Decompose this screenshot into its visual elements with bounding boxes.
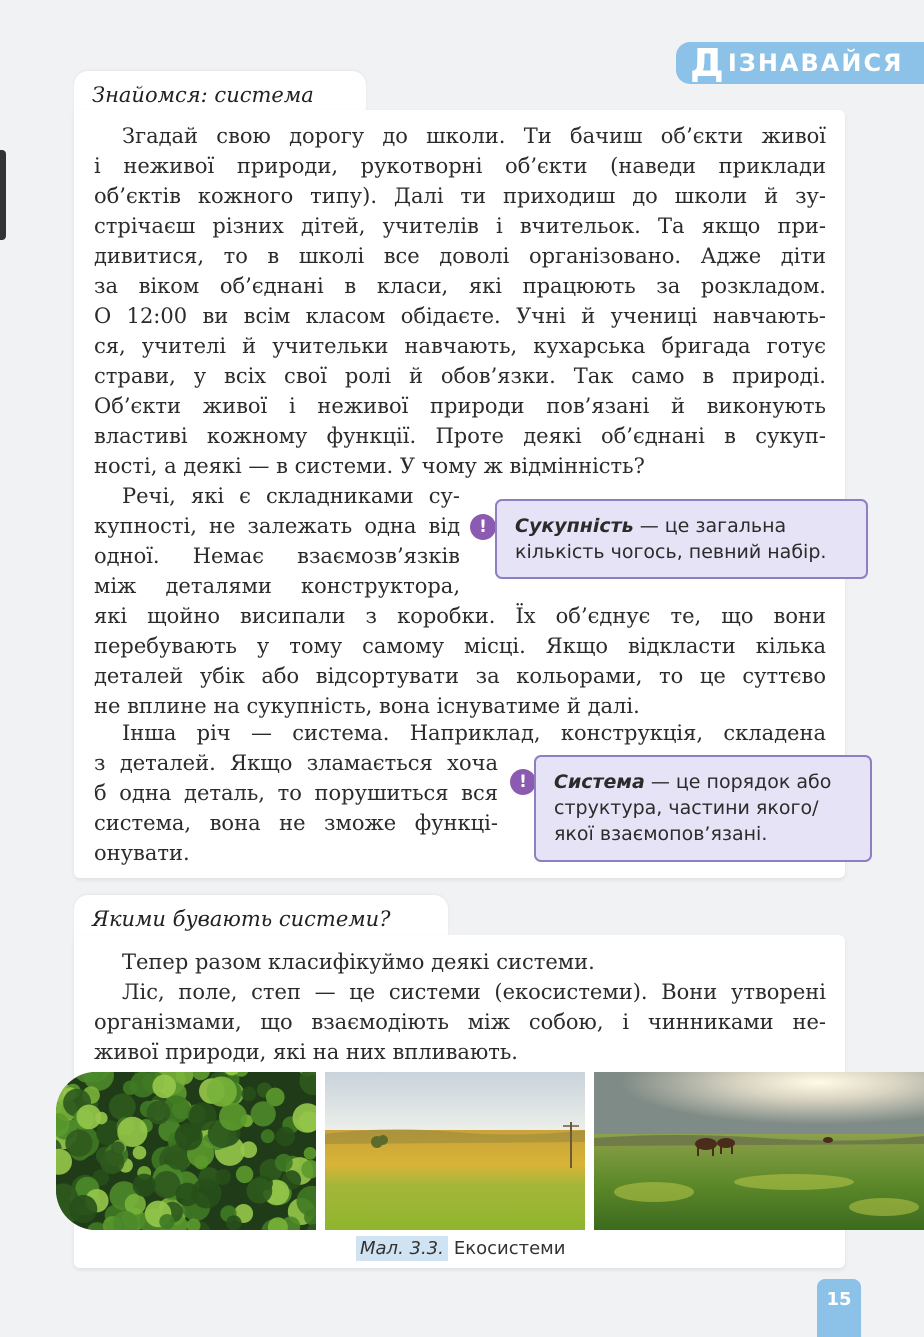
text-line: з деталей. Якщо зламається хоча — [94, 751, 498, 775]
definition-box-sukupnist — [495, 499, 868, 579]
text-line: деталей убік або відсортувати за кольорами, то це суттєво — [94, 664, 826, 688]
section-title-tab — [74, 71, 366, 113]
text-line: купності, не залежать одна від — [94, 514, 460, 538]
definition-term: Система — [554, 771, 645, 793]
text-line: Ліс, поле, степ — це системи (екосистеми). Вони утворені — [122, 980, 826, 1004]
text-line: онувати. — [94, 841, 190, 865]
text-line: стрічаєш різних дітей, учителів і вчительок. Та якщо при- — [94, 214, 826, 238]
caption-text: Екосистеми — [453, 1238, 566, 1259]
definition-text: — це порядок або структура, частини якого/якої взаємопов’язані. — [554, 771, 832, 845]
text-line: об’єктів кожного типу). Далі ти приходиш до школи й зу- — [94, 184, 826, 208]
text-line: одної. Немає взаємозв’язків — [94, 544, 460, 568]
text-line: ності, а деякі — в системи. У чому ж відмінність? — [94, 454, 645, 478]
steppe-photo — [594, 1072, 924, 1230]
text-line: ся, учителі й учительки навчають, кухарська бригада готує — [94, 334, 826, 358]
text-line: Речі, які є складниками су- — [122, 484, 460, 508]
text-line: Тепер разом класифікуймо деякі системи. — [122, 950, 595, 974]
text-line: і неживої природи, рукотворні об’єкти (наведи приклади — [94, 154, 826, 178]
field-photo — [325, 1072, 585, 1230]
section-title-tab — [74, 895, 448, 937]
definition-text: — це загальна кількість чогось, певний набір. — [515, 515, 827, 563]
text-line: Інша річ — система. Наприклад, конструкція, складена — [122, 721, 826, 745]
forest-photo — [56, 1072, 316, 1230]
exclamation-icon: ! — [510, 769, 536, 795]
section-badge — [676, 42, 924, 84]
text-line: Згадай свою дорогу до школи. Ти бачиш об’єкти живої — [122, 124, 826, 148]
definition-term: Сукупність — [515, 515, 634, 537]
badge-label: ІЗНАВАЙСЯ — [727, 49, 904, 77]
text-line: Об’єкти живої і неживої природи пов’язані й виконують — [94, 394, 826, 418]
exclamation-icon: ! — [470, 514, 496, 540]
text-line: О 12:00 ви всім класом обідаєте. Учні й учениці навчають- — [94, 304, 826, 328]
figure-caption — [356, 1238, 565, 1259]
caption-label: Мал. 3.3. — [356, 1236, 448, 1261]
text-line: не вплине на сукупність, вона існуватиме й далі. — [94, 694, 640, 718]
text-line: які щойно висипали з коробки. Їх об’єднує те, що вони — [94, 604, 826, 628]
text-line: дивитися, то в школі все доволі організовано. Адже діти — [94, 244, 826, 268]
section-title: Знайомся: система — [92, 83, 314, 107]
badge-first-letter: Д — [690, 41, 726, 85]
text-line: система, вона не зможе функці- — [94, 811, 498, 835]
text-line: перебувають у тому самому місці. Якщо відкласти кілька — [94, 634, 826, 658]
definition-box-systema — [534, 755, 872, 862]
page-number: 15 — [817, 1279, 861, 1337]
section-title: Якими бувають системи? — [92, 907, 391, 931]
text-line: властиві кожному функції. Проте деякі об’єднані в сукуп- — [94, 424, 826, 448]
text-line: б одна деталь, то порушиться вся — [94, 781, 498, 805]
text-line: за віком об’єднані в класи, які працюють за розкладом. — [94, 274, 826, 298]
text-line: між деталями конструктора, — [94, 574, 460, 598]
text-line: організмами, що взаємодіють між собою, і чинниками не- — [94, 1010, 826, 1034]
text-line: живої природи, які на них впливають. — [94, 1040, 518, 1064]
text-line: страви, у всіх свої ролі й обов’язки. Так само в природі. — [94, 364, 826, 388]
page-edge-mark — [0, 150, 6, 240]
